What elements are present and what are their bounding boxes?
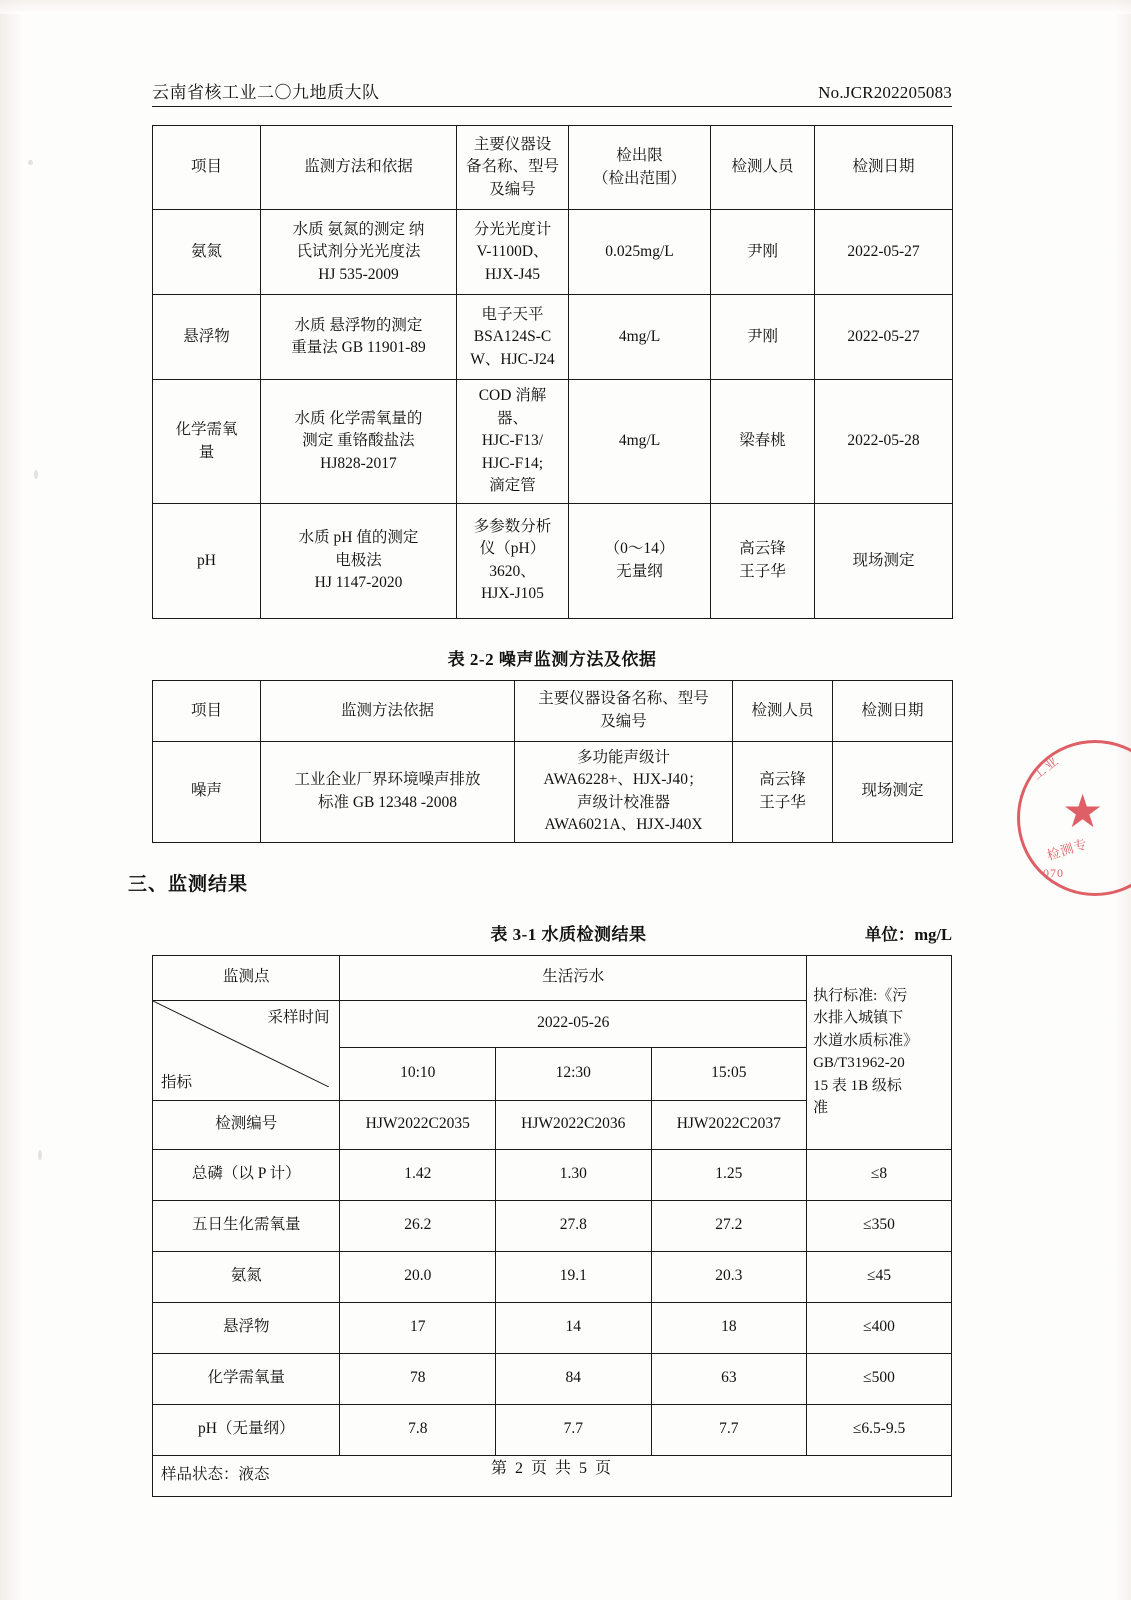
cell-method-l2: 标准 GB 12348 -2008	[317, 793, 458, 811]
cell-method-l3: HJ 535-2009	[318, 265, 399, 283]
header-standard	[807, 955, 952, 1149]
table-water-results	[152, 955, 952, 1497]
cell-standard: ≤500	[807, 1353, 952, 1404]
cell-device-l2: 器、	[496, 409, 528, 427]
cell-limit: 4mg/L	[569, 295, 711, 380]
cell-method-l1: 水质 pH 值的测定	[298, 529, 419, 547]
col-header-limit-l2: （检出范围）	[592, 169, 686, 187]
header-time-2: 12:30	[496, 1047, 652, 1100]
scan-edge-top	[0, 0, 1131, 14]
cell-item-l2: 量	[198, 443, 215, 461]
standard-l6: 准	[813, 1100, 829, 1117]
cell-index-name: 总磷（以 P 计）	[153, 1149, 340, 1200]
table-row	[153, 1353, 952, 1404]
cell-code-1: HJW2022C2035	[340, 1100, 496, 1149]
cell-method-l2: 重量法 GB 11901-89	[291, 339, 426, 357]
cell-limit: 0.025mg/L	[569, 210, 711, 295]
table-row	[153, 503, 953, 618]
seal-mid-text: 检测专	[1045, 835, 1090, 864]
cell-value-1: 26.2	[340, 1200, 496, 1251]
cell-device-l1: 电子天平	[481, 305, 544, 323]
standard-l3: 水道水质标准》	[813, 1032, 919, 1049]
cell-value-3: 20.3	[651, 1251, 807, 1302]
header-index-label: 指标	[161, 1074, 193, 1092]
table-row	[153, 380, 953, 503]
table-row	[153, 1149, 952, 1200]
cell-standard: ≤45	[807, 1251, 952, 1302]
header-time-3: 15:05	[651, 1047, 807, 1100]
cell-index-name: 五日生化需氧量	[153, 1200, 340, 1251]
cell-item: 噪声	[153, 741, 261, 842]
page-footer: 第 2 页 共 5 页	[490, 1460, 613, 1477]
col-header-date: 检测日期	[815, 126, 953, 210]
cell-person: 尹刚	[711, 295, 815, 380]
cell-sample-state: 样品状态：液态	[153, 1455, 952, 1496]
cell-method-l1: 水质 悬浮物的测定	[294, 316, 423, 334]
cell-device-l3: HJC-F13/	[481, 432, 544, 450]
cell-device-l4: HJX-J105	[481, 585, 544, 603]
caption-results-unit: 单位：mg/L	[864, 924, 952, 944]
cell-value-1: 7.8	[340, 1404, 496, 1455]
cell-limit-l1: （0～14）	[604, 540, 675, 558]
cell-device-l1: 分光光度计	[473, 220, 552, 238]
cell-device-l2: AWA6228+、HJX-J40；	[543, 771, 704, 789]
table-row	[153, 295, 953, 380]
cell-item-l1: 化学需氧	[175, 421, 238, 439]
header-point-value: 生活污水	[340, 955, 807, 1000]
cell-method-l3: HJ 1147-2020	[314, 573, 403, 591]
cell-device-l2: 仪（pH）	[479, 540, 546, 558]
cell-value-1: 20.0	[340, 1251, 496, 1302]
caption-noise-table: 表 2-2 噪声监测方法及依据	[447, 649, 657, 669]
cell-value-2: 1.30	[496, 1149, 652, 1200]
cell-person-l1: 高云锋	[739, 540, 786, 558]
cell-value-2: 19.1	[496, 1251, 652, 1302]
cell-value-2: 27.8	[496, 1200, 652, 1251]
cell-index-name: 氨氮	[153, 1251, 340, 1302]
table-header-row	[153, 126, 953, 210]
section-title-results: 三、监测结果	[128, 873, 249, 895]
cell-method-l1: 工业企业厂界环境噪声排放	[294, 771, 481, 789]
col-header-item: 项目	[153, 680, 261, 741]
cell-item: 氨氮	[153, 210, 261, 295]
scan-edge-left	[0, 0, 26, 1600]
cell-method	[261, 380, 457, 503]
cell-device	[457, 503, 569, 618]
cell-value-1: 1.42	[340, 1149, 496, 1200]
cell-limit: 4mg/L	[569, 380, 711, 503]
cell-limit-l2: 无量纲	[616, 562, 663, 580]
cell-date: 2022-05-27	[815, 210, 953, 295]
cell-method	[261, 741, 515, 842]
cell-limit	[569, 503, 711, 618]
organization-name: 云南省核工业二〇九地质大队	[152, 83, 380, 102]
cell-value-3: 18	[651, 1302, 807, 1353]
cell-value-2: 7.7	[496, 1404, 652, 1455]
cell-index-name: 悬浮物	[153, 1302, 340, 1353]
table-row	[153, 1404, 952, 1455]
table-header-row-point	[153, 955, 952, 1000]
cell-value-3: 27.2	[651, 1200, 807, 1251]
official-seal-stamp	[1017, 740, 1131, 896]
table-row	[153, 741, 953, 842]
table-noise-methods	[152, 680, 953, 843]
col-header-detection-limit	[569, 126, 711, 210]
cell-method-l2: 电极法	[335, 551, 382, 569]
cell-person	[711, 503, 815, 618]
header-sample-time-label: 采样时间	[267, 1008, 330, 1026]
scan-speck	[28, 160, 33, 165]
cell-value-2: 84	[496, 1353, 652, 1404]
cell-person: 梁春桃	[711, 380, 815, 503]
col-header-device-l1: 主要仪器设备名称、型号	[538, 690, 709, 708]
col-header-method: 监测方法和依据	[261, 126, 457, 210]
cell-device	[457, 380, 569, 503]
cell-device-l3: HJX-J45	[484, 265, 541, 283]
cell-method	[261, 503, 457, 618]
cell-device-l4: HJC-F14;	[481, 454, 544, 472]
cell-item: pH	[153, 503, 261, 618]
cell-device-l3: 声级计校准器	[576, 793, 670, 811]
cell-device	[457, 210, 569, 295]
table-row	[153, 1251, 952, 1302]
col-header-person: 检测人员	[711, 126, 815, 210]
cell-device-l3: W、HJC-J24	[470, 350, 555, 368]
cell-person	[733, 741, 833, 842]
cell-method	[261, 295, 457, 380]
cell-code-2: HJW2022C2036	[496, 1100, 652, 1149]
col-header-device	[515, 680, 733, 741]
cell-standard: ≤350	[807, 1200, 952, 1251]
scan-speck	[34, 470, 38, 479]
cell-value-1: 78	[340, 1353, 496, 1404]
cell-device-l1: COD 消解	[478, 387, 547, 405]
header-time-1: 10:10	[340, 1047, 496, 1100]
cell-value-3: 1.25	[651, 1149, 807, 1200]
col-header-date: 检测日期	[833, 680, 953, 741]
cell-device-l3: 3620、	[489, 562, 536, 580]
cell-method-l1: 水质 氨氮的测定 纳	[292, 220, 425, 238]
cell-code-3: HJW2022C2037	[651, 1100, 807, 1149]
cell-device-l1: 多功能声级计	[576, 748, 670, 766]
cell-value-3: 7.7	[651, 1404, 807, 1455]
cell-device	[515, 741, 733, 842]
cell-item: 悬浮物	[153, 295, 261, 380]
col-header-device-l3: 及编号	[489, 180, 536, 198]
header-code-label: 检测编号	[153, 1100, 340, 1149]
table-header-row	[153, 680, 953, 741]
col-header-device-l1: 主要仪器设	[473, 136, 552, 153]
cell-standard: ≤400	[807, 1302, 952, 1353]
scan-speck	[38, 1150, 42, 1160]
cell-device-l4: AWA6021A、HJX-J40X	[544, 816, 703, 834]
standard-l5: 15 表 1B 级标	[813, 1077, 902, 1094]
report-number: No.JCR202205083	[818, 83, 952, 102]
cell-method-l3: HJ828-2017	[320, 454, 397, 472]
cell-date: 2022-05-28	[815, 380, 953, 503]
header-point-label: 监测点	[153, 955, 340, 1000]
cell-device-l2: BSA124S-C	[473, 328, 552, 346]
col-header-device	[457, 126, 569, 210]
standard-l1: 执行标准:《污	[813, 987, 908, 1004]
cell-index-name: pH（无量纲）	[153, 1404, 340, 1455]
document-header	[152, 78, 952, 107]
seal-bottom-text: 1070	[1036, 866, 1064, 880]
cell-person-l1: 高云锋	[759, 771, 806, 789]
cell-method-l1: 水质 化学需氧量的	[294, 409, 423, 427]
col-header-person: 检测人员	[733, 680, 833, 741]
table-row	[153, 1302, 952, 1353]
cell-device-l5: 滴定管	[489, 477, 536, 495]
cell-date: 现场测定	[815, 503, 953, 618]
cell-method	[261, 210, 457, 295]
cell-device-l1: 多参数分析	[473, 517, 552, 535]
cell-value-3: 63	[651, 1353, 807, 1404]
table-monitoring-methods	[152, 125, 953, 619]
seal-arc-text: 工业	[1029, 752, 1063, 783]
table-row	[153, 1200, 952, 1251]
cell-standard: ≤6.5-9.5	[807, 1404, 952, 1455]
document-content	[128, 78, 952, 1497]
cell-date: 现场测定	[833, 741, 953, 842]
caption-results-table: 表 3-1 水质检测结果	[490, 924, 647, 944]
cell-value-2: 14	[496, 1302, 652, 1353]
col-header-method: 监测方法依据	[261, 680, 515, 741]
col-header-device-l2: 备名称、型号	[465, 158, 559, 176]
col-header-device-l2: 及编号	[600, 712, 647, 730]
cell-device-l2: V-1100D、	[476, 243, 549, 261]
header-index-time-cell	[153, 1000, 340, 1100]
standard-l2: 水排入城镇下	[813, 1010, 904, 1027]
cell-method-l2: 氏试剂分光光度法	[296, 243, 421, 261]
table-row	[153, 210, 953, 295]
cell-person-l2: 王子华	[759, 793, 806, 811]
standard-l4: GB/T31962-20	[813, 1055, 905, 1072]
cell-person: 尹刚	[711, 210, 815, 295]
cell-date: 2022-05-27	[815, 295, 953, 380]
caption-results-row	[152, 920, 952, 945]
col-header-limit-l1: 检出限	[616, 147, 663, 165]
cell-index-name: 化学需氧量	[153, 1353, 340, 1404]
cell-value-1: 17	[340, 1302, 496, 1353]
cell-item	[153, 380, 261, 503]
cell-standard: ≤8	[807, 1149, 952, 1200]
star-icon: ★	[1062, 786, 1104, 837]
col-header-item: 项目	[153, 126, 261, 210]
cell-device	[457, 295, 569, 380]
cell-person-l2: 王子华	[739, 562, 786, 580]
cell-method-l2: 测定 重铬酸盐法	[302, 432, 415, 450]
header-sample-date: 2022-05-26	[340, 1000, 807, 1047]
